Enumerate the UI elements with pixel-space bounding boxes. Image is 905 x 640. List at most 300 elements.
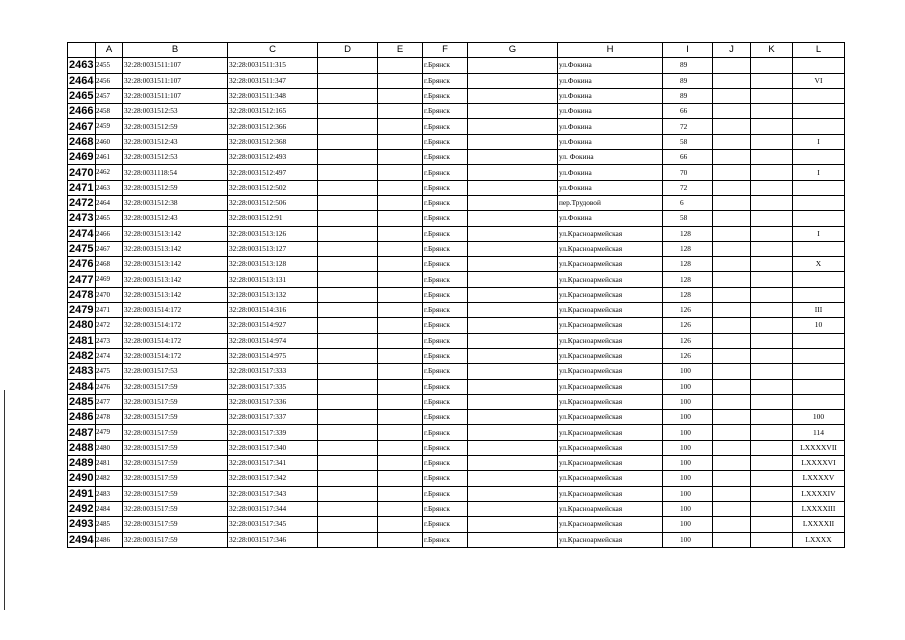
cell-i[interactable]: 100 [663,456,713,471]
cell-h[interactable]: ул.Красноармейская [558,425,663,440]
cell-h[interactable]: ул.Фокина [558,134,663,149]
cell-j[interactable] [713,180,751,195]
cell-h[interactable]: ул.Красноармейская [558,318,663,333]
cell-g[interactable] [468,272,558,287]
cell-i[interactable]: 100 [663,379,713,394]
cell-k[interactable] [751,486,793,501]
cell-j[interactable] [713,333,751,348]
cell-j[interactable] [713,456,751,471]
cell-a[interactable]: 2461 [96,150,123,165]
cell-g[interactable] [468,165,558,180]
cell-c[interactable]: 32:28:0031512:366 [228,119,318,134]
cell-l[interactable]: X [793,257,845,272]
cell-i[interactable]: 128 [663,241,713,256]
row-number[interactable]: 2470 [68,165,96,180]
cell-a[interactable]: 2476 [96,379,123,394]
cell-a[interactable]: 2467 [96,241,123,256]
cell-j[interactable] [713,486,751,501]
cell-e[interactable] [378,333,423,348]
column-header-g[interactable]: G [468,43,558,58]
cell-d[interactable] [318,440,378,455]
cell-f[interactable]: г.Брянск [423,287,468,302]
row-number[interactable]: 2463 [68,58,96,73]
cell-j[interactable] [713,394,751,409]
row-number[interactable]: 2473 [68,211,96,226]
cell-h[interactable]: ул.Красноармейская [558,501,663,516]
cell-j[interactable] [713,410,751,425]
cell-d[interactable] [318,318,378,333]
column-header-h[interactable]: H [558,43,663,58]
cell-g[interactable] [468,379,558,394]
cell-b[interactable]: 32:28:0031514:172 [123,333,228,348]
cell-c[interactable]: 32:28:0031514:974 [228,333,318,348]
cell-j[interactable] [713,272,751,287]
row-number[interactable]: 2488 [68,440,96,455]
cell-g[interactable] [468,241,558,256]
cell-c[interactable]: 32:28:0031512:506 [228,195,318,210]
cell-l[interactable] [793,88,845,103]
cell-f[interactable]: г.Брянск [423,517,468,532]
cell-f[interactable]: г.Брянск [423,364,468,379]
cell-e[interactable] [378,257,423,272]
column-header-a[interactable]: A [96,43,123,58]
cell-e[interactable] [378,440,423,455]
cell-f[interactable]: г.Брянск [423,333,468,348]
cell-k[interactable] [751,440,793,455]
cell-i[interactable]: 89 [663,58,713,73]
cell-b[interactable]: 32:28:0031512:59 [123,180,228,195]
cell-e[interactable] [378,165,423,180]
cell-e[interactable] [378,303,423,318]
cell-c[interactable]: 32:28:0031517:341 [228,456,318,471]
cell-d[interactable] [318,394,378,409]
cell-d[interactable] [318,226,378,241]
cell-b[interactable]: 32:28:0031517:59 [123,471,228,486]
cell-a[interactable]: 2459 [96,119,123,134]
cell-i[interactable]: 100 [663,394,713,409]
cell-e[interactable] [378,272,423,287]
row-number[interactable]: 2492 [68,501,96,516]
cell-b[interactable]: 32:28:0031514:172 [123,348,228,363]
cell-k[interactable] [751,195,793,210]
cell-f[interactable]: г.Брянск [423,501,468,516]
cell-k[interactable] [751,333,793,348]
cell-j[interactable] [713,303,751,318]
cell-d[interactable] [318,425,378,440]
cell-g[interactable] [468,226,558,241]
cell-f[interactable]: г.Брянск [423,272,468,287]
cell-d[interactable] [318,150,378,165]
cell-l[interactable] [793,241,845,256]
cell-c[interactable]: 32:28:0031513:127 [228,241,318,256]
cell-c[interactable]: 32:28:0031514:975 [228,348,318,363]
cell-k[interactable] [751,73,793,88]
cell-j[interactable] [713,348,751,363]
cell-j[interactable] [713,379,751,394]
cell-g[interactable] [468,303,558,318]
cell-k[interactable] [751,517,793,532]
cell-k[interactable] [751,180,793,195]
cell-h[interactable]: ул.Красноармейская [558,471,663,486]
cell-i[interactable]: 72 [663,119,713,134]
cell-k[interactable] [751,150,793,165]
cell-l[interactable]: LXXXXVI [793,456,845,471]
cell-h[interactable]: ул.Красноармейская [558,486,663,501]
row-number[interactable]: 2482 [68,348,96,363]
cell-f[interactable]: г.Брянск [423,532,468,547]
cell-h[interactable]: ул.Фокина [558,73,663,88]
cell-c[interactable]: 32:28:0031517:337 [228,410,318,425]
cell-e[interactable] [378,394,423,409]
cell-h[interactable]: ул.Красноармейская [558,333,663,348]
cell-b[interactable]: 32:28:0031517:59 [123,456,228,471]
cell-c[interactable]: 32:28:0031517:335 [228,379,318,394]
cell-h[interactable]: ул.Фокина [558,119,663,134]
row-number[interactable]: 2478 [68,287,96,302]
cell-i[interactable]: 72 [663,180,713,195]
row-number[interactable]: 2471 [68,180,96,195]
cell-j[interactable] [713,150,751,165]
cell-a[interactable]: 2457 [96,88,123,103]
row-number[interactable]: 2483 [68,364,96,379]
cell-b[interactable]: 32:28:0031517:59 [123,501,228,516]
cell-d[interactable] [318,257,378,272]
cell-d[interactable] [318,379,378,394]
cell-k[interactable] [751,501,793,516]
cell-a[interactable]: 2463 [96,180,123,195]
cell-f[interactable]: г.Брянск [423,241,468,256]
cell-e[interactable] [378,532,423,547]
cell-k[interactable] [751,226,793,241]
row-number[interactable]: 2464 [68,73,96,88]
cell-j[interactable] [713,104,751,119]
cell-e[interactable] [378,241,423,256]
cell-d[interactable] [318,287,378,302]
cell-e[interactable] [378,195,423,210]
cell-h[interactable]: ул.Красноармейская [558,226,663,241]
cell-e[interactable] [378,486,423,501]
cell-l[interactable]: LXXXXV [793,471,845,486]
row-number[interactable]: 2491 [68,486,96,501]
cell-d[interactable] [318,333,378,348]
cell-g[interactable] [468,58,558,73]
cell-l[interactable]: LXXXXIII [793,501,845,516]
cell-i[interactable]: 100 [663,364,713,379]
cell-j[interactable] [713,318,751,333]
cell-d[interactable] [318,211,378,226]
cell-f[interactable]: г.Брянск [423,394,468,409]
cell-i[interactable]: 100 [663,486,713,501]
cell-j[interactable] [713,471,751,486]
row-number[interactable]: 2472 [68,195,96,210]
cell-c[interactable]: 32:28:0031514:316 [228,303,318,318]
cell-f[interactable]: г.Брянск [423,104,468,119]
cell-h[interactable]: ул.Красноармейская [558,348,663,363]
column-header-f[interactable]: F [423,43,468,58]
cell-a[interactable]: 2465 [96,211,123,226]
cell-e[interactable] [378,88,423,103]
cell-a[interactable]: 2458 [96,104,123,119]
cell-g[interactable] [468,471,558,486]
cell-h[interactable]: ул.Фокина [558,104,663,119]
cell-g[interactable] [468,440,558,455]
cell-k[interactable] [751,318,793,333]
cell-j[interactable] [713,425,751,440]
cell-d[interactable] [318,471,378,486]
cell-f[interactable]: г.Брянск [423,226,468,241]
cell-i[interactable]: 70 [663,165,713,180]
cell-k[interactable] [751,348,793,363]
column-header-e[interactable]: E [378,43,423,58]
cell-j[interactable] [713,58,751,73]
cell-k[interactable] [751,58,793,73]
cell-a[interactable]: 2472 [96,318,123,333]
cell-k[interactable] [751,287,793,302]
cell-e[interactable] [378,58,423,73]
row-number[interactable]: 2490 [68,471,96,486]
cell-j[interactable] [713,73,751,88]
cell-a[interactable]: 2485 [96,517,123,532]
cell-a[interactable]: 2478 [96,410,123,425]
cell-i[interactable]: 89 [663,88,713,103]
cell-e[interactable] [378,226,423,241]
cell-l[interactable] [793,364,845,379]
cell-k[interactable] [751,303,793,318]
cell-k[interactable] [751,257,793,272]
row-number[interactable]: 2476 [68,257,96,272]
cell-a[interactable]: 2475 [96,364,123,379]
cell-i[interactable]: 66 [663,104,713,119]
cell-i[interactable]: 100 [663,440,713,455]
cell-a[interactable]: 2462 [96,165,123,180]
cell-i[interactable]: 100 [663,517,713,532]
cell-f[interactable]: г.Брянск [423,440,468,455]
cell-h[interactable]: ул.Красноармейская [558,241,663,256]
corner-cell[interactable] [68,43,96,58]
cell-i[interactable]: 128 [663,226,713,241]
cell-b[interactable]: 32:28:0031512:43 [123,134,228,149]
cell-d[interactable] [318,119,378,134]
cell-i[interactable]: 100 [663,532,713,547]
cell-g[interactable] [468,410,558,425]
cell-b[interactable]: 32:28:0031512:43 [123,211,228,226]
cell-j[interactable] [713,241,751,256]
cell-i[interactable]: 58 [663,211,713,226]
cell-e[interactable] [378,211,423,226]
cell-a[interactable]: 2481 [96,456,123,471]
cell-k[interactable] [751,119,793,134]
cell-g[interactable] [468,195,558,210]
cell-a[interactable]: 2484 [96,501,123,516]
cell-j[interactable] [713,134,751,149]
column-header-c[interactable]: C [228,43,318,58]
cell-d[interactable] [318,104,378,119]
cell-b[interactable]: 32:28:0031513:142 [123,272,228,287]
cell-b[interactable]: 32:28:0031517:59 [123,379,228,394]
cell-k[interactable] [751,379,793,394]
cell-f[interactable]: г.Брянск [423,318,468,333]
cell-k[interactable] [751,88,793,103]
cell-j[interactable] [713,165,751,180]
cell-f[interactable]: г.Брянск [423,456,468,471]
cell-g[interactable] [468,532,558,547]
row-number[interactable]: 2475 [68,241,96,256]
cell-c[interactable]: 32:28:0031511:348 [228,88,318,103]
cell-f[interactable]: г.Брянск [423,348,468,363]
cell-l[interactable]: III [793,303,845,318]
row-number[interactable]: 2481 [68,333,96,348]
cell-h[interactable]: ул.Красноармейская [558,456,663,471]
cell-h[interactable]: пер.Трудовой [558,195,663,210]
cell-h[interactable]: ул.Фокина [558,165,663,180]
cell-a[interactable]: 2464 [96,195,123,210]
cell-f[interactable]: г.Брянск [423,195,468,210]
cell-f[interactable]: г.Брянск [423,471,468,486]
cell-j[interactable] [713,440,751,455]
cell-d[interactable] [318,73,378,88]
row-number[interactable]: 2467 [68,119,96,134]
cell-l[interactable] [793,287,845,302]
cell-e[interactable] [378,287,423,302]
cell-a[interactable]: 2477 [96,394,123,409]
cell-a[interactable]: 2455 [96,58,123,73]
column-header-i[interactable]: I [663,43,713,58]
cell-i[interactable]: 128 [663,272,713,287]
cell-e[interactable] [378,410,423,425]
cell-i[interactable]: 100 [663,410,713,425]
cell-h[interactable]: ул.Фокина [558,180,663,195]
column-header-l[interactable]: L [793,43,845,58]
cell-d[interactable] [318,501,378,516]
cell-l[interactable] [793,119,845,134]
cell-f[interactable]: г.Брянск [423,88,468,103]
cell-f[interactable]: г.Брянск [423,303,468,318]
cell-j[interactable] [713,257,751,272]
cell-l[interactable]: LXXXXII [793,517,845,532]
cell-l[interactable]: I [793,165,845,180]
cell-l[interactable] [793,348,845,363]
cell-k[interactable] [751,165,793,180]
cell-g[interactable] [468,134,558,149]
cell-a[interactable]: 2460 [96,134,123,149]
cell-l[interactable]: LXXXX [793,532,845,547]
cell-l[interactable]: LXXXXVII [793,440,845,455]
cell-d[interactable] [318,165,378,180]
cell-k[interactable] [751,394,793,409]
cell-j[interactable] [713,532,751,547]
cell-b[interactable]: 32:28:0031517:59 [123,440,228,455]
cell-b[interactable]: 32:28:0031513:142 [123,241,228,256]
cell-c[interactable]: 32:28:0031512:493 [228,150,318,165]
cell-l[interactable]: 114 [793,425,845,440]
cell-d[interactable] [318,486,378,501]
cell-c[interactable]: 32:28:0031517:340 [228,440,318,455]
row-number[interactable]: 2480 [68,318,96,333]
cell-b[interactable]: 32:28:0031118:54 [123,165,228,180]
cell-d[interactable] [318,134,378,149]
cell-d[interactable] [318,456,378,471]
cell-c[interactable]: 32:28:0031512:368 [228,134,318,149]
cell-d[interactable] [318,303,378,318]
cell-a[interactable]: 2473 [96,333,123,348]
cell-i[interactable]: 6 [663,195,713,210]
cell-l[interactable] [793,104,845,119]
cell-b[interactable]: 32:28:0031512:53 [123,104,228,119]
cell-h[interactable]: ул.Фокина [558,58,663,73]
cell-f[interactable]: г.Брянск [423,379,468,394]
cell-b[interactable]: 32:28:0031513:142 [123,226,228,241]
cell-b[interactable]: 32:28:0031517:59 [123,532,228,547]
cell-g[interactable] [468,348,558,363]
cell-h[interactable]: ул.Красноармейская [558,517,663,532]
cell-h[interactable]: ул.Фокина [558,211,663,226]
cell-h[interactable]: ул.Красноармейская [558,410,663,425]
cell-l[interactable] [793,150,845,165]
cell-b[interactable]: 32:28:0031511:107 [123,58,228,73]
cell-g[interactable] [468,456,558,471]
row-number[interactable]: 2479 [68,303,96,318]
cell-l[interactable] [793,180,845,195]
cell-l[interactable] [793,211,845,226]
cell-k[interactable] [751,456,793,471]
cell-i[interactable]: 126 [663,348,713,363]
cell-l[interactable] [793,379,845,394]
cell-b[interactable]: 32:28:0031513:142 [123,287,228,302]
row-number[interactable]: 2485 [68,394,96,409]
cell-d[interactable] [318,180,378,195]
cell-e[interactable] [378,318,423,333]
cell-g[interactable] [468,88,558,103]
cell-k[interactable] [751,211,793,226]
cell-a[interactable]: 2468 [96,257,123,272]
cell-l[interactable] [793,58,845,73]
cell-e[interactable] [378,180,423,195]
cell-c[interactable]: 32:28:0031513:132 [228,287,318,302]
cell-i[interactable]: 66 [663,150,713,165]
cell-l[interactable]: 100 [793,410,845,425]
cell-f[interactable]: г.Брянск [423,211,468,226]
cell-k[interactable] [751,272,793,287]
cell-c[interactable]: 32:28:0031514:927 [228,318,318,333]
cell-c[interactable]: 32:28:0031517:344 [228,501,318,516]
cell-j[interactable] [713,364,751,379]
cell-f[interactable]: г.Брянск [423,165,468,180]
row-number[interactable]: 2465 [68,88,96,103]
cell-d[interactable] [318,364,378,379]
cell-e[interactable] [378,119,423,134]
cell-f[interactable]: г.Брянск [423,486,468,501]
cell-a[interactable]: 2470 [96,287,123,302]
cell-g[interactable] [468,364,558,379]
cell-l[interactable] [793,195,845,210]
cell-a[interactable]: 2456 [96,73,123,88]
column-header-j[interactable]: J [713,43,751,58]
cell-b[interactable]: 32:28:0031512:59 [123,119,228,134]
cell-a[interactable]: 2486 [96,532,123,547]
cell-k[interactable] [751,241,793,256]
cell-h[interactable]: ул.Красноармейская [558,287,663,302]
cell-e[interactable] [378,134,423,149]
cell-c[interactable]: 32:28:0031517:336 [228,394,318,409]
cell-g[interactable] [468,501,558,516]
cell-g[interactable] [468,517,558,532]
cell-g[interactable] [468,486,558,501]
column-header-d[interactable]: D [318,43,378,58]
cell-h[interactable]: ул.Фокина [558,88,663,103]
cell-e[interactable] [378,425,423,440]
cell-a[interactable]: 2466 [96,226,123,241]
cell-g[interactable] [468,211,558,226]
